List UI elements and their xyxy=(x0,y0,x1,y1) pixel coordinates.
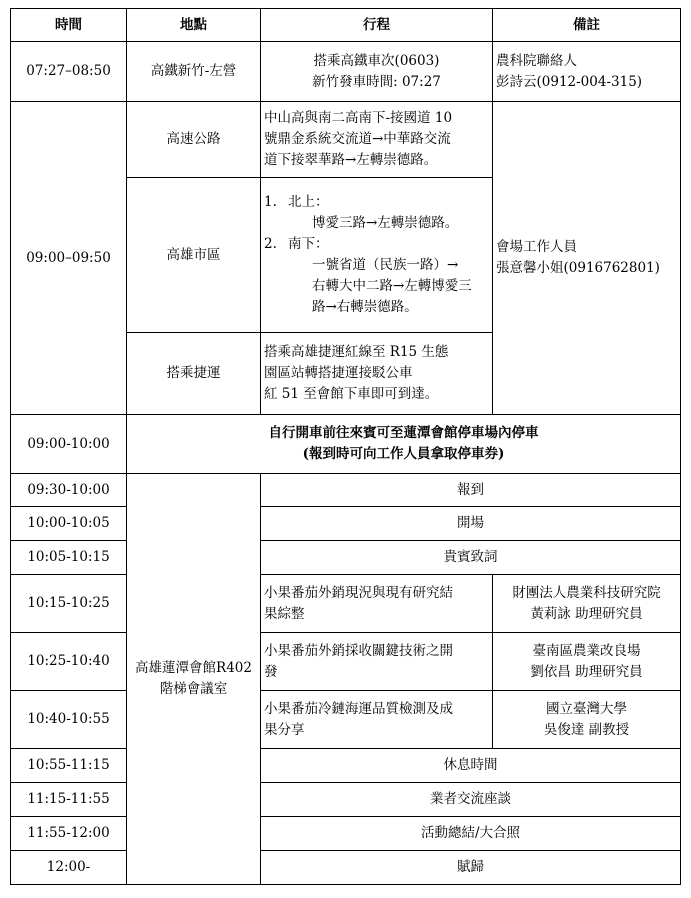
guest-time: 10:05-10:15 xyxy=(11,541,127,575)
hsr-contact-title: 農科院聯絡人 xyxy=(496,52,577,69)
talk2-topic-line: 發 xyxy=(264,663,278,680)
arrival-notes xyxy=(493,102,681,415)
highway-route-line: 道下接翠華路→左轉崇德路。 xyxy=(264,152,438,168)
talk2-topic xyxy=(261,633,493,691)
talk3-time: 10:40-10:55 xyxy=(11,691,127,749)
mrt-route-line: 搭乘高雄捷運紅線至 R15 生態 xyxy=(264,344,449,360)
talk3-topic xyxy=(261,691,493,749)
depart-row xyxy=(11,851,681,885)
talk3-topic-line: 果分享 xyxy=(264,721,305,738)
header-itinerary: 行程 xyxy=(261,9,493,42)
talk3-affiliation: 國立臺灣大學 xyxy=(546,700,627,717)
talk1-topic-line: 果綜整 xyxy=(264,605,305,622)
venue-name: 高雄蓮潭會館R402 xyxy=(135,660,252,676)
schedule-table xyxy=(10,8,681,885)
hsr-time: 07:27–08:50 xyxy=(11,42,127,102)
talk2-speaker xyxy=(493,633,681,691)
mrt-route xyxy=(261,333,493,415)
arrival-contact-title: 會場工作人員 xyxy=(496,239,577,255)
opening-time: 10:00-10:05 xyxy=(11,507,127,541)
north-route: 博愛三路→左轉崇德路。 xyxy=(312,215,459,231)
break-time: 10:55-11:15 xyxy=(11,749,127,783)
parking-time: 09:00-10:00 xyxy=(11,415,127,474)
city-place: 高雄市區 xyxy=(127,178,261,333)
closing-item: 活動總結/大合照 xyxy=(261,817,681,851)
closing-time: 11:55-12:00 xyxy=(11,817,127,851)
talk2-affiliation: 臺南區農業改良場 xyxy=(532,642,641,659)
exchange-row xyxy=(11,783,681,817)
highway-place: 高速公路 xyxy=(127,102,261,178)
talk2-row xyxy=(11,633,681,691)
city-route-north xyxy=(264,192,489,234)
guest-item: 貴賓致詞 xyxy=(261,541,681,575)
talk3-speaker xyxy=(493,691,681,749)
header-time: 時間 xyxy=(11,9,127,42)
closing-row xyxy=(11,817,681,851)
header-notes: 備註 xyxy=(493,9,681,42)
highway-route-line: 中山高與南二高南下-接國道 10 xyxy=(264,110,453,126)
header-place: 地點 xyxy=(127,9,261,42)
parking-notice xyxy=(127,415,681,474)
talk2-topic-line: 小果番茄外銷採收關鍵技術之開 xyxy=(264,642,453,659)
north-number: 1. xyxy=(264,194,277,210)
hsr-contact-person: 彭詩云(0912-004-315) xyxy=(496,73,643,90)
depart-time: 12:00- xyxy=(11,851,127,885)
checkin-row xyxy=(11,474,681,507)
hsr-departure-time: 新竹發車時間: 07:27 xyxy=(312,73,441,90)
opening-item: 開場 xyxy=(261,507,681,541)
header-row xyxy=(11,9,681,42)
talk2-speaker-name: 劉依昌 助理研究員 xyxy=(530,663,643,680)
talk1-topic xyxy=(261,575,493,633)
mrt-route-line: 園區站轉搭捷運接駁公車 xyxy=(264,365,413,381)
parking-ticket-note: (報到時可向工作人員拿取停車券) xyxy=(302,446,505,462)
talk1-row xyxy=(11,575,681,633)
talk3-row xyxy=(11,691,681,749)
south-route-line: 一號省道（民族一路）→ xyxy=(312,257,459,273)
arrival-time: 09:00–09:50 xyxy=(11,102,127,415)
city-route-list xyxy=(264,192,489,318)
venue xyxy=(127,474,261,885)
checkin-time: 09:30-10:00 xyxy=(11,474,127,507)
talk1-speaker xyxy=(493,575,681,633)
mrt-place: 搭乘捷運 xyxy=(127,333,261,415)
talk3-speaker-name: 吳俊達 副教授 xyxy=(543,721,630,738)
south-label: 南下： xyxy=(288,236,329,252)
south-route-line: 右轉大中二路→左轉博愛三 xyxy=(312,278,472,294)
checkin-item: 報到 xyxy=(261,474,681,507)
hsr-place: 高鐵新竹-左營 xyxy=(127,42,261,102)
talk1-affiliation: 財團法人農業科技研究院 xyxy=(512,584,661,601)
south-route-line: 路→右轉崇德路。 xyxy=(312,299,418,315)
city-route xyxy=(261,178,493,333)
arrival-contact-person: 張意馨小姐(0916762801) xyxy=(496,260,660,276)
break-item: 休息時間 xyxy=(261,749,681,783)
hsr-itinerary xyxy=(261,42,493,102)
south-number: 2. xyxy=(264,236,277,252)
hsr-notes xyxy=(493,42,681,102)
break-row xyxy=(11,749,681,783)
opening-row xyxy=(11,507,681,541)
north-label: 北上： xyxy=(288,194,329,210)
talk1-time: 10:15-10:25 xyxy=(11,575,127,633)
mrt-route-line: 紅 51 至會館下車即可到達。 xyxy=(264,386,439,402)
talk2-time: 10:25-10:40 xyxy=(11,633,127,691)
guest-row xyxy=(11,541,681,575)
depart-item: 賦歸 xyxy=(261,851,681,885)
hsr-row xyxy=(11,42,681,102)
talk1-speaker-name: 黃莉詠 助理研究員 xyxy=(530,605,643,622)
exchange-time: 11:15-11:55 xyxy=(11,783,127,817)
highway-route-line: 號鼎金系統交流道→中華路交流 xyxy=(264,131,451,147)
schedule-container xyxy=(10,8,681,885)
parking-notice-line: 自行開車前往來賓可至蓮潭會館停車場內停車 xyxy=(268,425,539,441)
hsr-train-number: 搭乘高鐵車次(0603) xyxy=(313,52,440,69)
highway-route xyxy=(261,102,493,178)
talk3-topic-line: 小果番茄冷鏈海運品質檢測及成 xyxy=(264,700,453,717)
parking-row xyxy=(11,415,681,474)
exchange-item: 業者交流座談 xyxy=(261,783,681,817)
city-route-south xyxy=(264,234,489,318)
talk1-topic-line: 小果番茄外銷現況與現有研究結 xyxy=(264,584,453,601)
venue-room: 階梯會議室 xyxy=(159,681,228,697)
highway-row xyxy=(11,102,681,178)
